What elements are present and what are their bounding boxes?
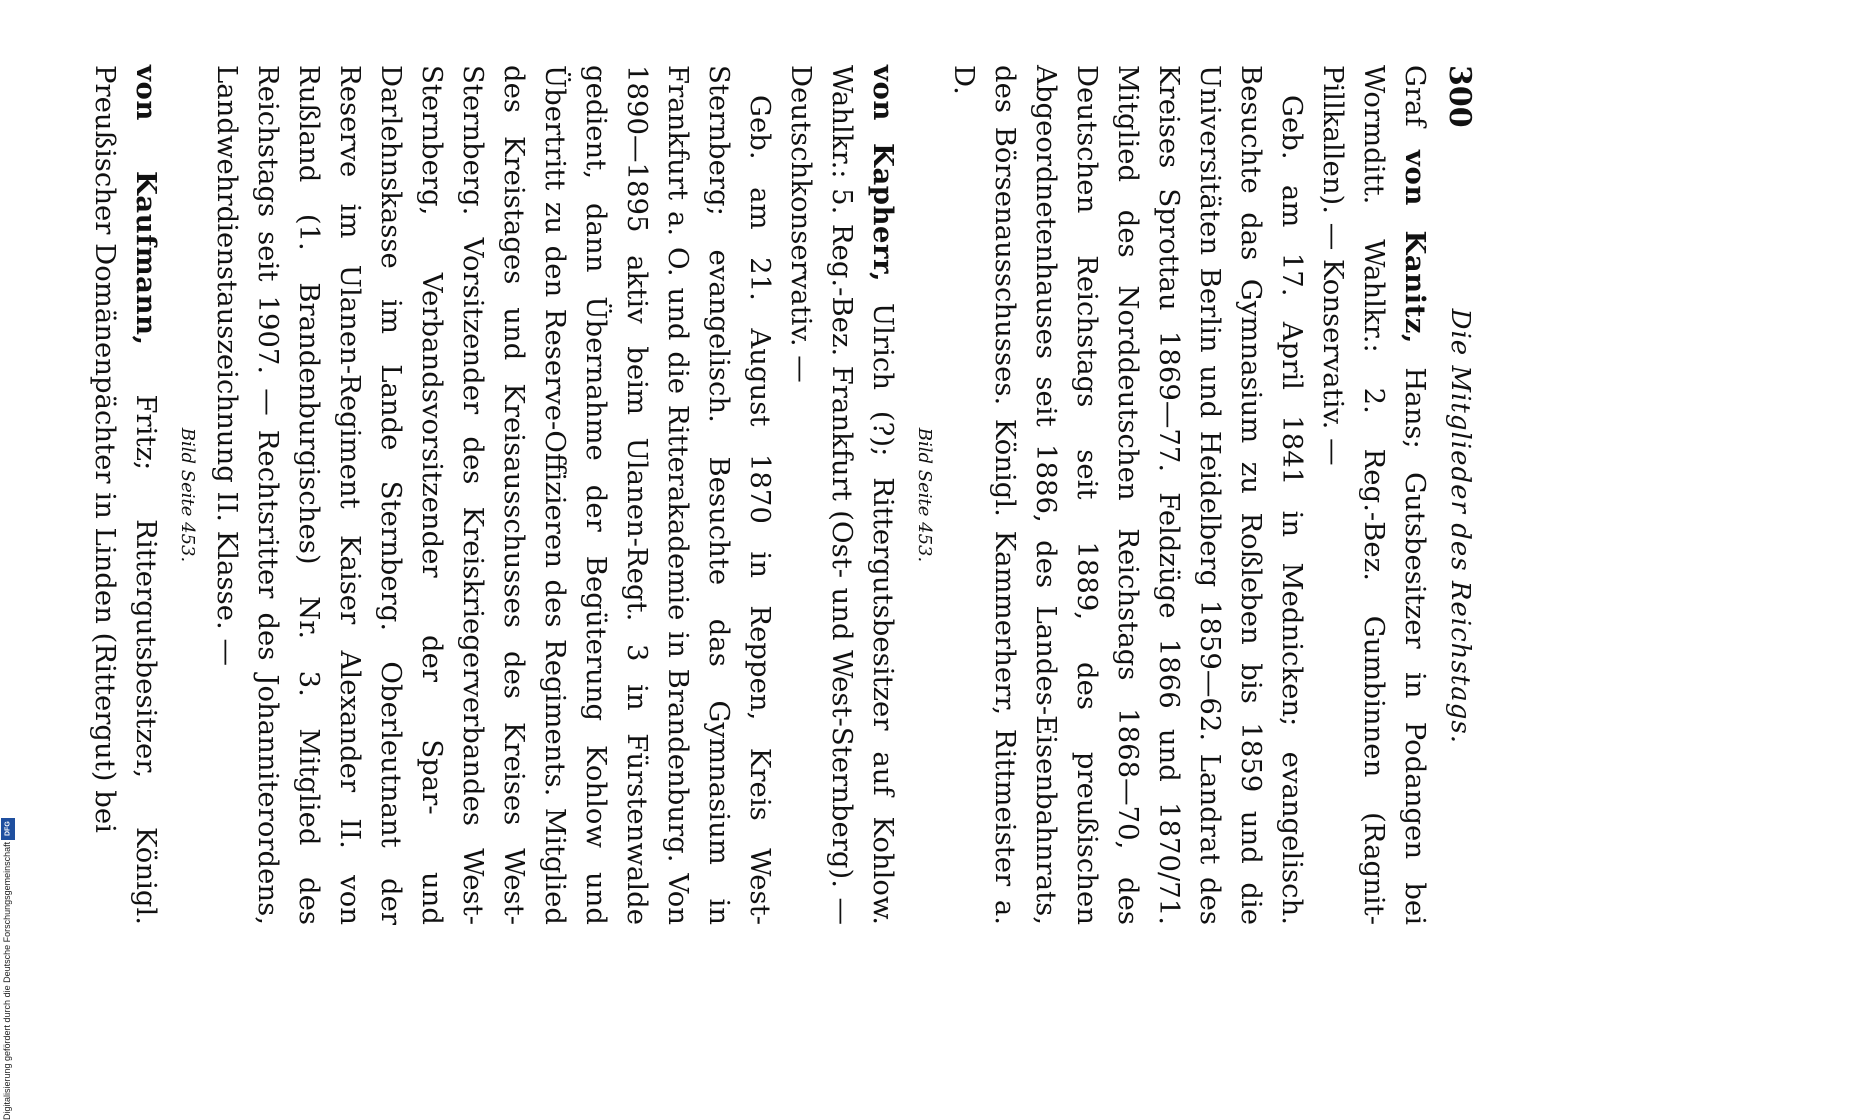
entry-intro-text: Fritz; Rittergutsbesitzer, Königl. Preußischer Domänenpächter in Linden (Rittergut) bei xyxy=(89,65,162,925)
member-name: von Kapherr, xyxy=(867,65,899,283)
member-entry xyxy=(911,65,1435,925)
attribution-text: Digitalisierung gefördert durch die Deutsche Forschungsgemeinschaft xyxy=(2,841,12,1120)
member-name: von Kaufmann, xyxy=(130,65,162,346)
entry-intro xyxy=(84,65,166,925)
image-reference: Bild Seite 453. xyxy=(914,427,935,563)
entry-detail: Geb. am 21. August 1870 in Reppen, Kreis West-Sternberg; evangelisch. Besuchte das Gymnasium in Frankfurt a. O. und die Ritterakademie in Brandenburg. Von 1890—1895 aktiv beim Ulanen-Regt. 3 in Fürstenwalde gedient, dann Übernahme der Begüterung Kohlow und Übertritt zu den Reserve-Offizieren des Regiments. Mitglied des Kreistages und Kreisausschusses des Kreises West-Sternberg. Vorsitzender des Kreiskriegerverbandes West-Sternberg, Verbandsvorsitzender der Spar- und Darlehnskasse im Lande Sternberg. Oberleutnant der Reserve im Ulanen-Regiment Kaiser Alexander II. von Rußland (1. Brandenburgisches) Nr. 3. Mitglied des Reichstags seit 1907. — Rechtsritter des Johanniterordens, Landwehrdienstauszeichnung II. Klasse. — xyxy=(211,65,776,925)
member-entry xyxy=(84,65,166,925)
member-entry xyxy=(174,65,903,925)
side-attribution xyxy=(0,0,18,1120)
page-number: 300 xyxy=(1442,65,1478,128)
entry-intro-text: Ulrich (?); Rittergutsbesitzer auf Kohlow. Wahlkr.: 5. Reg.-Bez. Frankfurt (Ost- und West-Sternberg). — Deutschkonservativ. — xyxy=(785,65,899,925)
page-body xyxy=(84,65,1435,925)
entry-prefix: Graf xyxy=(1399,65,1431,150)
running-title: Die Mitglieder des Reichstags. xyxy=(1445,308,1475,744)
image-reference: Bild Seite 453. xyxy=(177,427,198,563)
scanned-page xyxy=(89,65,1480,926)
entry-intro xyxy=(1312,65,1435,925)
entry-intro-text: Hans; Gutsbesitzer in Podangen bei Wormditt. Wahlkr.: 2. Reg.-Bez. Gumbinnen (Ragnit-Pillkallen). — Konservativ. — xyxy=(1317,65,1431,926)
entry-detail: Geb. am 17. April 1841 in Mednicken; evangelisch. Besuchte das Gymnasium zu Roßleben bis 1859 und die Universitäten Berlin und Heidelberg 1859—62. Landrat des Kreises Sprottau 1869—77. Feldzüge 1866 und 1870/71. Mitglied des Norddeutschen Reichstags 1868—70, des Deutschen Reichstags seit 1889, des preußischen Abgeordnetenhauses seit 1886, des Landes-Eisenbahnrats, des Börsenausschusses. Königl. Kammerherr, Rittmeister a. D. xyxy=(948,65,1308,925)
entry-intro xyxy=(780,65,903,925)
page-header xyxy=(1440,65,1480,925)
member-name: von Kanitz, xyxy=(1399,150,1431,345)
dfg-logo: DFG xyxy=(1,818,15,840)
page-content xyxy=(89,65,1480,926)
